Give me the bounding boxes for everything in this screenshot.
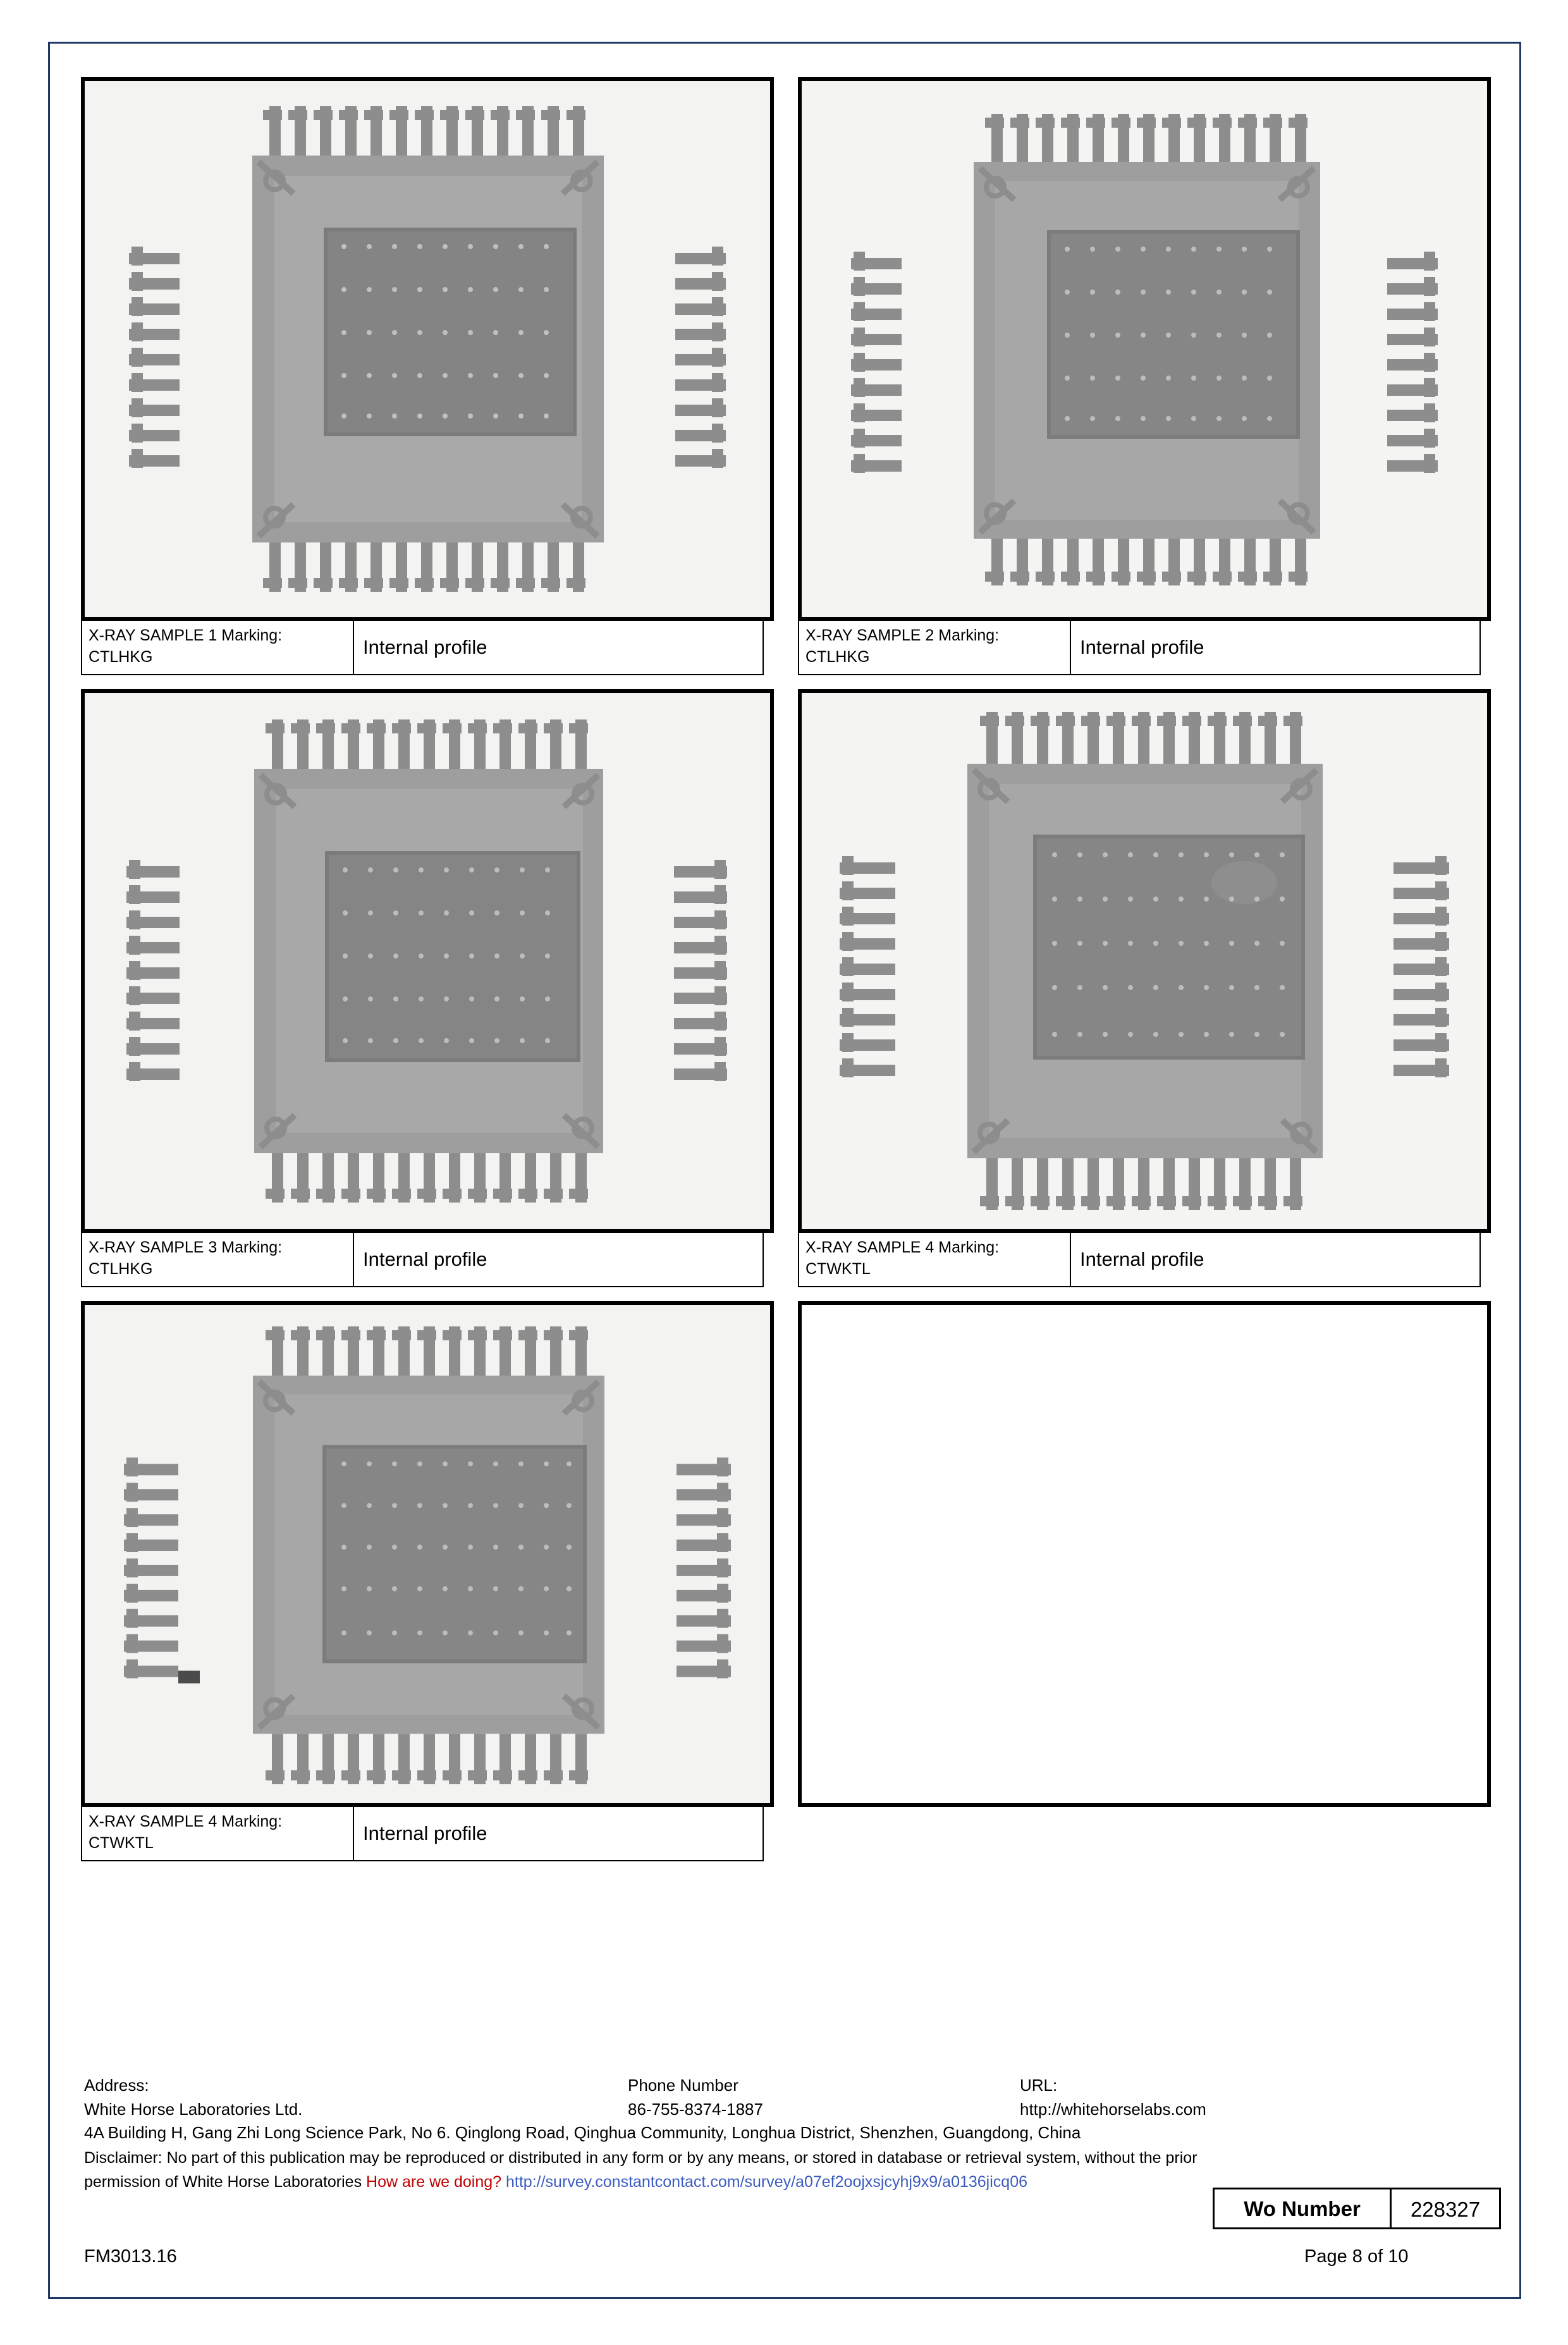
wo-number-value: 228327 [1410, 2198, 1481, 2221]
xray-image-3 [81, 689, 774, 1233]
wo-number-box [1213, 2188, 1501, 2229]
xray-cell-3 [81, 689, 774, 1287]
footer-values [84, 2098, 1500, 2122]
caption-view-1: Internal profile [363, 636, 487, 658]
page-number: Page 8 of 10 [1304, 2246, 1409, 2267]
caption-marking-label: X-RAY SAMPLE 1 Marking: [89, 627, 283, 644]
footer-url-heading: URL: [1020, 2076, 1058, 2095]
caption-marking-value: CTLHKG [89, 1259, 153, 1278]
xray-cell-5 [81, 1301, 774, 1861]
caption-marking-3 [82, 1233, 354, 1286]
xray-cell-6-empty [798, 1301, 1491, 1861]
caption-1 [81, 621, 764, 675]
footer-url-value[interactable]: http://whitehorselabs.com [1020, 2099, 1206, 2119]
caption-marking-1 [82, 621, 354, 674]
xray-image-4 [798, 689, 1491, 1233]
caption-2 [798, 621, 1481, 675]
grid-row [81, 77, 1491, 675]
footer-disclaimer-line1: Disclaimer: No part of this publication may be reproduced or distributed in any form or by any means, or stored in database or retrieval system, without the prior [84, 2149, 1197, 2167]
footer [84, 2074, 1500, 2194]
survey-prompt: How are we doing? [366, 2173, 502, 2191]
wo-number-label: Wo Number [1215, 2189, 1392, 2227]
caption-5 [81, 1807, 764, 1861]
footer-headings [84, 2074, 1500, 2098]
xray-image-grid [81, 77, 1491, 1875]
footer-company-name: White Horse Laboratories Ltd. [84, 2099, 303, 2119]
grid-row [81, 689, 1491, 1287]
footer-phone-value: 86-755-8374-1887 [628, 2099, 763, 2119]
survey-link[interactable]: http://survey.constantcontact.com/survey/a07ef2oojxsjcyhj9x9/a0136jicq06 [506, 2173, 1027, 2191]
xray-radiograph-icon [85, 693, 770, 1229]
xray-cell-4 [798, 689, 1491, 1287]
caption-3 [81, 1233, 764, 1287]
xray-cell-2 [798, 77, 1491, 675]
xray-image-1 [81, 77, 774, 621]
caption-marking-4 [799, 1233, 1071, 1286]
caption-marking-label: X-RAY SAMPLE 3 Marking: [89, 1239, 283, 1256]
xray-cell-1 [81, 77, 774, 675]
caption-marking-value: CTLHKG [89, 647, 153, 666]
caption-marking-value: CTLHKG [805, 647, 870, 666]
caption-view-2: Internal profile [1080, 636, 1204, 658]
caption-view-3: Internal profile [363, 1248, 487, 1270]
empty-image-placeholder [798, 1301, 1491, 1807]
xray-image-2 [798, 77, 1491, 621]
footer-address-heading: Address: [84, 2076, 149, 2095]
xray-radiograph-icon [85, 81, 770, 617]
xray-radiograph-icon [802, 693, 1487, 1229]
caption-marking-5 [82, 1807, 354, 1860]
caption-marking-value: CTWKTL [89, 1834, 154, 1852]
footer-disclaimer-line2: permission of White Horse Laboratories [84, 2173, 362, 2191]
caption-marking-label: X-RAY SAMPLE 4 Marking: [89, 1813, 283, 1830]
caption-marking-label: X-RAY SAMPLE 2 Marking: [805, 627, 1000, 644]
caption-marking-value: CTWKTL [805, 1259, 871, 1278]
caption-view-5: Internal profile [363, 1822, 487, 1844]
xray-image-5 [81, 1301, 774, 1807]
footer-address-line: 4A Building H, Gang Zhi Long Science Park, No 6. Qinglong Road, Qinghua Community, Longhua District, Shenzhen, Guangdong, China [84, 2123, 1081, 2143]
form-id: FM3013.16 [84, 2246, 177, 2267]
caption-4 [798, 1233, 1481, 1287]
caption-view-4: Internal profile [1080, 1248, 1204, 1270]
caption-marking-2 [799, 621, 1071, 674]
footer-phone-heading: Phone Number [628, 2076, 738, 2095]
grid-row [81, 1301, 1491, 1861]
caption-marking-label: X-RAY SAMPLE 4 Marking: [805, 1239, 1000, 1256]
xray-radiograph-icon [802, 81, 1487, 617]
xray-radiograph-icon [85, 1305, 770, 1803]
